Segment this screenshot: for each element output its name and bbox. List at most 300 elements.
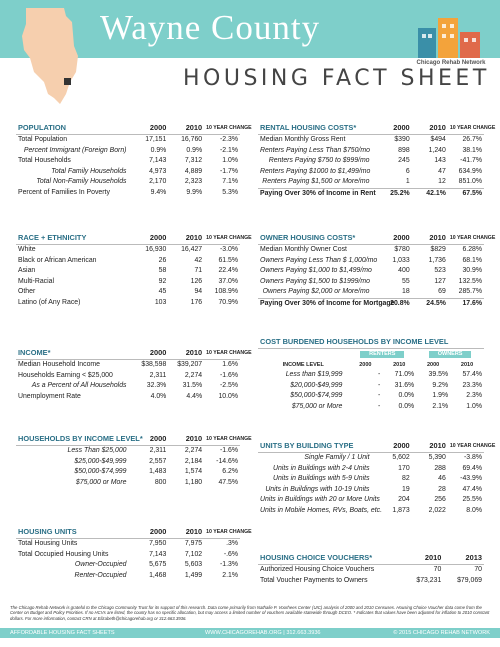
row-value: 256 [434, 496, 446, 504]
row-change: 7.1% [222, 178, 238, 186]
section-title: HOUSING UNITS [16, 526, 132, 539]
footer-copyright: © 2015 CHICAGO REHAB NETWORK [393, 630, 490, 636]
table-row [258, 277, 484, 288]
row-label: Multi-Racial [18, 277, 54, 285]
row-value: - [378, 381, 381, 389]
row-change: 132.5% [458, 277, 482, 285]
row-value: 1,468 [149, 571, 167, 579]
row-value: $79,069 [457, 576, 482, 584]
footer-bar [0, 628, 500, 638]
row-value: 32.3% [146, 382, 167, 390]
row-value: 2,557 [149, 457, 167, 465]
table-row [16, 146, 240, 157]
table-row [16, 167, 240, 178]
table-row [258, 464, 484, 475]
row-value: 1,499 [184, 571, 203, 579]
row-value: 70 [474, 566, 482, 573]
table-row [16, 446, 240, 457]
row-label: Paying Over 30% of Income for Mortgage [258, 298, 376, 309]
row-label: Unemployment Rate [18, 392, 81, 400]
row-label: $25,000-$49,999 [74, 457, 127, 465]
row-label: Asian [18, 267, 36, 275]
row-change: 17.6% [448, 298, 484, 309]
row-label: Renters Paying Less Than $750/mo [260, 146, 370, 154]
row-value: 2.1% [432, 402, 449, 410]
row-change: 285.7% [458, 288, 482, 296]
row-label: Renters Paying $1000 to $1,499/mo [260, 167, 371, 175]
section-title: RACE + ETHNICITY [16, 232, 132, 245]
row-change: -3.0% [219, 246, 238, 253]
row-value: 5,675 [149, 561, 167, 569]
row-label: Median Monthly Owner Cost [260, 246, 347, 253]
row-value: 19 [402, 485, 410, 493]
row-change: 2.1% [222, 571, 238, 579]
income-level-header: INCOME LEVEL [282, 361, 324, 368]
row-value: 9.2% [432, 381, 449, 389]
row-value: 69 [438, 288, 446, 296]
table-row [258, 576, 484, 587]
column-header: 2000 [359, 361, 372, 368]
table-row [258, 391, 484, 402]
row-value: 4.4% [186, 392, 203, 400]
row-value: 176 [190, 298, 203, 306]
table-row [16, 478, 240, 489]
column-header: 10 YEAR CHANGE [204, 232, 240, 245]
row-value: 17,151 [145, 136, 167, 143]
row-label: Renters Paying $750 to $999/mo [268, 157, 370, 165]
column-header: 2010 [412, 122, 448, 135]
row-value: 143 [434, 157, 446, 165]
table-row [16, 550, 240, 561]
row-label: Total Households [18, 157, 71, 165]
table-row [258, 402, 484, 413]
table-row [16, 277, 240, 288]
table-row [16, 156, 240, 167]
table-row [258, 135, 484, 146]
row-value: 126 [190, 277, 203, 285]
row-value: 16,760 [181, 136, 203, 143]
table-row [16, 571, 240, 582]
row-change: 70.9% [218, 298, 238, 306]
table-row [16, 539, 240, 550]
row-label: Single Family / 1 Unit [304, 454, 370, 461]
row-label: Less Than $25,000 [67, 447, 127, 454]
column-header: 2010 [412, 232, 448, 245]
row-label: Authorized Housing Choice Vouchers [260, 566, 375, 573]
row-value: 39.5% [428, 371, 449, 379]
table-row [16, 266, 240, 277]
section-title: UNITS BY BUILDING TYPE [258, 440, 376, 453]
table-row [258, 188, 484, 199]
footer-left: AFFORDABLE HOUSING FACT SHEETS [10, 630, 115, 636]
row-change: -1.7% [219, 167, 238, 175]
row-value: 5,602 [392, 454, 410, 461]
row-value: 1,873 [392, 506, 410, 514]
row-value: 20.8% [376, 298, 412, 309]
column-header: 10 YEAR CHANGE [204, 122, 240, 135]
row-value: 46 [438, 475, 446, 483]
row-value: 5,603 [184, 561, 203, 569]
row-label: Units in Mobile Homes, RVs, Boats, etc. [260, 506, 383, 514]
row-change: 61.5% [218, 256, 238, 264]
table-row [258, 298, 484, 309]
section-title: HOUSEHOLDS BY INCOME LEVEL* [16, 433, 132, 446]
column-header: 2010 [393, 361, 406, 368]
column-header: 10 YEAR CHANGE [204, 433, 240, 446]
row-change: -1.6% [219, 447, 238, 454]
column-header: 2000 [132, 122, 168, 135]
table-row [258, 287, 484, 298]
housing-choice-vouchers-section [258, 552, 484, 586]
table-row [16, 360, 240, 371]
renters-tag: RENTERS [360, 351, 404, 358]
row-value: 2,170 [149, 178, 167, 186]
row-value: - [378, 371, 381, 379]
row-value: 1,574 [184, 468, 203, 476]
section-title: POPULATION [16, 122, 132, 135]
row-label: Units in Buildings with 2-4 Units [273, 464, 370, 472]
table-row [16, 467, 240, 478]
table-row [16, 371, 240, 382]
column-header: 2010 [168, 347, 204, 360]
table-row [258, 474, 484, 485]
row-value: 2.3% [466, 392, 482, 400]
table-row [16, 256, 240, 267]
row-value: 1 [405, 178, 410, 186]
row-value: 0.9% [150, 146, 167, 154]
column-header: 10 YEAR CHANGE [448, 122, 484, 135]
row-change: 1.6% [222, 361, 238, 368]
table-row [16, 177, 240, 188]
column-header: 2000 [132, 526, 168, 539]
row-value: 31.6% [394, 381, 415, 389]
row-value: - [378, 402, 381, 410]
row-label: Owner-Occupied [74, 561, 127, 569]
row-label: $75,000 or More [75, 478, 127, 486]
column-header: 2000 [132, 347, 168, 360]
row-change: 47.5% [218, 478, 238, 486]
row-change: 67.5% [448, 188, 484, 199]
table-row [258, 453, 484, 464]
owner-housing-costs-section [258, 232, 496, 310]
row-value: 1,736 [428, 256, 446, 264]
row-change: 69.4% [462, 464, 482, 472]
row-value: 0.0% [398, 392, 415, 400]
footer-website-link[interactable]: WWW.CHICAGOREHAB.ORG | 312.663.3936 [205, 630, 321, 636]
row-value: 70 [433, 566, 442, 573]
row-change: 6.2% [222, 468, 238, 476]
row-value: 58 [158, 267, 167, 275]
row-value: $494 [430, 136, 446, 143]
row-value: 170 [398, 464, 410, 472]
column-header: 2010 [460, 361, 474, 368]
row-label: $50,000-$74,999 [290, 392, 343, 400]
table-row [16, 287, 240, 298]
row-label: Total Occupied Housing Units [18, 550, 109, 558]
column-header: 2010 [403, 552, 444, 565]
households-by-income-section [16, 433, 252, 488]
row-value: 1,240 [428, 146, 446, 154]
column-header: 2000 [376, 122, 412, 135]
row-value: 45 [158, 288, 167, 296]
spacer [258, 349, 348, 360]
column-header: 2000 [132, 433, 168, 446]
row-change: 8.0% [466, 506, 482, 514]
table-row [258, 370, 484, 381]
row-change: 6.28% [462, 246, 482, 253]
units-by-building-type-section [258, 440, 496, 517]
row-change: 1.0% [222, 157, 238, 165]
row-change: .3% [226, 540, 238, 547]
row-change: 25.5% [462, 496, 482, 504]
row-change: -43.9% [460, 475, 482, 483]
row-value: 400 [398, 267, 410, 275]
row-value: 5,390 [428, 454, 446, 461]
table-row [258, 266, 484, 277]
row-value: $829 [430, 246, 446, 253]
row-change: 10.0% [218, 392, 238, 400]
row-value: 2,274 [184, 371, 203, 379]
column-header: 10 YEAR CHANGE [204, 347, 240, 360]
row-value: 103 [154, 298, 167, 306]
row-label: Units in Buildings with 20 or More Units [260, 496, 380, 504]
table-row [258, 485, 484, 496]
row-value: $390 [394, 136, 410, 143]
row-value: $73,231 [416, 576, 442, 584]
row-change: 5.3% [222, 188, 238, 196]
row-value: 16,930 [145, 246, 167, 253]
row-value: $780 [394, 246, 410, 253]
row-value: 1,033 [392, 256, 410, 264]
row-value: 7,312 [184, 157, 203, 165]
row-value: $38,598 [141, 361, 167, 368]
row-value: 6 [405, 167, 410, 175]
column-header: 2010 [168, 526, 204, 539]
chicago-rehab-network-logo-icon [414, 10, 484, 62]
page-title: HOUSING FACT SHEET [183, 66, 490, 91]
row-label: Households Earning < $25,000 [18, 371, 113, 379]
table-row [258, 565, 484, 576]
race-ethnicity-section [16, 232, 252, 309]
table-row [16, 298, 240, 309]
table-row [16, 188, 240, 199]
column-header: 2010 [168, 122, 204, 135]
column-header: 2000 [132, 232, 168, 245]
column-header: 2013 [443, 552, 484, 565]
row-value: 28 [438, 485, 446, 493]
row-change: -14.6% [216, 457, 238, 465]
row-value: 7,143 [149, 550, 167, 558]
row-value: 71.0% [394, 371, 415, 379]
row-value: 2,184 [184, 457, 203, 465]
footnote: The Chicago Rehab Network is grateful to the Chicago Community Trust for its support of this research. Data come primarily from Nathalie P. Voorhees Center (UIC) analysis of 2000 and 2010 Censuses. Housing Choice Voucher data come from the Center on Budget and Policy Priorities. If no HCVs are listed, the county has no specific allocation, but may access a limited number of vouchers available statewide through DCEO. * Indicates that values have been adjusted for inflation to 2010 constant dollars. For more information, contact CRN at Elizabeth@chicagorehab.org or 312.663.3936. [10, 605, 490, 621]
row-label: $20,000-$49,999 [290, 381, 343, 389]
row-value: 127 [434, 277, 446, 285]
column-header: 10 YEAR CHANGE [204, 526, 240, 539]
row-label: Total Population [18, 136, 68, 143]
row-change: 30.9% [462, 267, 482, 275]
row-label: Percent Immigrant (Foreign Born) [23, 146, 127, 154]
row-value: 42.1% [412, 188, 448, 199]
owners-header [416, 349, 484, 360]
row-value: 18 [402, 288, 410, 296]
row-change: 47.4% [462, 485, 482, 493]
row-change: -3.8% [463, 454, 482, 461]
section-title: COST BURDENED HOUSEHOLDS BY INCOME LEVEL [258, 336, 484, 349]
population-section [16, 122, 252, 199]
row-value: 2,311 [149, 371, 167, 379]
county-title: Wayne County [100, 8, 321, 47]
row-value: 2,274 [184, 447, 203, 454]
row-value: 2,311 [149, 447, 167, 454]
column-header: 2000 [427, 361, 440, 368]
row-change: 38.1% [462, 146, 482, 154]
row-value: 23.3% [462, 381, 482, 389]
row-value: 25.2% [376, 188, 412, 199]
row-label: Other [18, 288, 36, 296]
row-value: 1,483 [149, 468, 167, 476]
row-label: As a Percent of All Households [31, 382, 127, 390]
row-label: Units in Buildings with 10-19 Units [265, 485, 370, 493]
row-value: 42 [194, 256, 203, 264]
row-value: 94 [194, 288, 203, 296]
row-value: 9.9% [186, 188, 203, 196]
row-value: 1.9% [432, 392, 449, 400]
row-change: -2.1% [219, 146, 238, 154]
table-row [16, 392, 240, 403]
table-row [258, 245, 484, 256]
table-row [258, 506, 484, 517]
column-header: 2010 [412, 440, 448, 453]
row-value: 7,950 [149, 540, 167, 547]
row-label: Owners Paying $1,500 to $1999/mo [260, 277, 370, 285]
row-value: 31.5% [182, 382, 203, 390]
row-label: Total Family Households [51, 167, 127, 175]
section-title: RENTAL HOUSING COSTS* [258, 122, 376, 135]
row-value: 24.5% [412, 298, 448, 309]
row-value: - [378, 392, 381, 400]
row-value: 1.0% [466, 402, 482, 410]
row-change: 26.7% [462, 136, 482, 143]
row-label: Total Housing Units [18, 540, 78, 547]
housing-units-section [16, 526, 252, 581]
row-value: 2,022 [428, 506, 446, 514]
row-value: 4,973 [149, 167, 167, 175]
row-value: 71 [194, 267, 203, 275]
row-label: Renters Paying $1,500 or More/mo [262, 178, 370, 186]
row-change: -1.3% [219, 561, 238, 569]
row-label: Median Monthly Gross Rent [260, 136, 346, 143]
table-row [258, 381, 484, 392]
column-header: 2000 [376, 440, 412, 453]
row-value: 898 [398, 146, 410, 154]
row-change: -.6% [223, 550, 238, 558]
table-row [258, 146, 484, 157]
row-value: 47 [438, 167, 446, 175]
row-label: Owners Paying $2,000 or More/mo [262, 288, 370, 296]
logo-text: Chicago Rehab Network [416, 60, 486, 66]
row-value: 55 [402, 277, 410, 285]
column-header: 10 YEAR CHANGE [448, 440, 484, 453]
row-value: 0.0% [398, 402, 415, 410]
row-change: 634.9% [458, 167, 482, 175]
row-value: $39,207 [177, 361, 203, 368]
row-value: 12 [438, 178, 446, 186]
row-value: 7,975 [184, 540, 203, 547]
renters-header [348, 349, 416, 360]
row-value: 7,143 [149, 157, 167, 165]
table-row [16, 457, 240, 468]
row-label: Total Non-Family Households [36, 178, 127, 186]
table-row [258, 256, 484, 267]
section-title: OWNER HOUSING COSTS* [258, 232, 376, 245]
row-label: Median Household Income [18, 361, 100, 368]
row-value: 82 [402, 475, 410, 483]
row-change: 37.0% [218, 277, 238, 285]
row-change: 108.9% [214, 288, 238, 296]
row-change: -41.7% [460, 157, 482, 165]
row-value: 800 [154, 478, 167, 486]
row-label: Owners Paying $1,000 to $1,499/mo [260, 267, 372, 275]
section-title: INCOME* [16, 347, 132, 360]
row-value: 4.0% [150, 392, 167, 400]
row-change: 22.4% [218, 267, 238, 275]
row-value: 7,102 [184, 550, 203, 558]
row-label: Latino (of Any Race) [18, 298, 81, 306]
row-change: -1.6% [219, 371, 238, 379]
row-value: 245 [398, 157, 410, 165]
row-change: 851.0% [458, 178, 482, 186]
column-header: 10 YEAR CHANGE [448, 232, 484, 245]
row-value: 204 [398, 496, 410, 504]
row-label: $50,000-$74,999 [74, 468, 127, 476]
row-label: Percent of Families In Poverty [18, 188, 110, 196]
row-value: 16,427 [181, 246, 203, 253]
column-header: 2010 [168, 433, 204, 446]
row-change: -2.3% [219, 136, 238, 143]
table-row [16, 381, 240, 392]
row-value: 2,323 [184, 178, 203, 186]
row-value: 92 [158, 277, 167, 285]
row-label: $75,000 or More [291, 402, 343, 410]
row-value: 4,889 [184, 167, 203, 175]
row-label: Total Voucher Payments to Owners [260, 576, 368, 584]
table-row [258, 177, 484, 188]
row-value: 288 [434, 464, 446, 472]
owners-tag: OWNERS [429, 351, 472, 358]
table-row [16, 135, 240, 146]
table-row [258, 495, 484, 506]
row-label: Renter-Occupied [74, 571, 127, 579]
row-change: 68.1% [462, 256, 482, 264]
table-row [16, 560, 240, 571]
table-row [16, 245, 240, 256]
row-value: 0.9% [186, 146, 203, 154]
cost-burdened-section [258, 336, 484, 413]
rental-housing-costs-section [258, 122, 496, 200]
row-label: Black or African American [18, 256, 97, 264]
table-row [258, 156, 484, 167]
row-value: 57.4% [462, 371, 482, 379]
row-value: 523 [434, 267, 446, 275]
section-title: HOUSING CHOICE VOUCHERS* [258, 552, 403, 565]
row-label: Less than $19,999 [285, 371, 343, 379]
row-value: 9.4% [150, 188, 167, 196]
column-header: 2000 [376, 232, 412, 245]
column-header: 2010 [168, 232, 204, 245]
row-label: Paying Over 30% of Income in Rent [258, 188, 376, 199]
row-label: White [18, 246, 36, 253]
